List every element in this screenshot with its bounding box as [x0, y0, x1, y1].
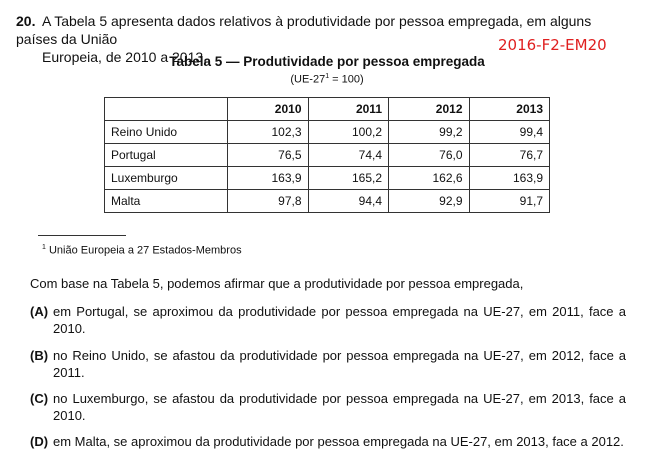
col-header: 2013 [469, 98, 550, 121]
table-header-row [105, 98, 550, 121]
table-row [105, 121, 550, 144]
value-cell: 76,7 [469, 144, 550, 167]
value-cell: 91,7 [469, 190, 550, 213]
option-letter: (C) [30, 391, 49, 406]
question-number: 20. [16, 13, 36, 29]
value-cell: 74,4 [308, 144, 389, 167]
country-cell: Portugal [105, 144, 228, 167]
col-header: 2011 [308, 98, 389, 121]
option-text: no Reino Unido, se afastou da produtividade por pessoa empregada na UE-27, em 2012, face a 2011. [53, 348, 626, 380]
option-text: no Luxemburgo, se afastou da produtividade por pessoa empregada na UE-27, em 2013, face a 2010. [53, 391, 626, 423]
option-letter: (D) [30, 434, 49, 449]
option-d[interactable] [30, 433, 626, 450]
question-text-1: A Tabela 5 apresenta dados relativos à produtividade por pessoa empregada, em alguns países da União [16, 13, 592, 47]
footnote-divider [38, 235, 126, 236]
country-cell: Malta [105, 190, 228, 213]
value-cell: 100,2 [308, 121, 389, 144]
table-row [105, 167, 550, 190]
option-b[interactable] [30, 347, 626, 381]
country-cell: Luxemburgo [105, 167, 228, 190]
col-header: 2012 [389, 98, 470, 121]
productivity-table [104, 97, 550, 213]
value-cell: 99,4 [469, 121, 550, 144]
country-cell: Reino Unido [105, 121, 228, 144]
question-text-2: Europeia, de 2010 a 2013. [42, 49, 208, 65]
table-subtitle-post: = 100) [329, 73, 364, 86]
table-row [105, 190, 550, 213]
value-cell: 165,2 [308, 167, 389, 190]
table-row [105, 144, 550, 167]
exam-code-label: 2016-F2-EM20 [498, 36, 607, 54]
value-cell: 97,8 [228, 190, 309, 213]
table-subtitle [0, 73, 654, 86]
option-letter: (B) [30, 348, 49, 363]
table-corner-cell [105, 98, 228, 121]
footnote-mark: 1 [42, 244, 46, 251]
table-subtitle-pre: (UE-27 [290, 73, 326, 86]
option-letter: (A) [30, 304, 49, 319]
value-cell: 92,9 [389, 190, 470, 213]
footnote-text: União Europeia a 27 Estados-Membros [45, 244, 242, 257]
option-c[interactable] [30, 390, 626, 424]
question-intro: Com base na Tabela 5, podemos afirmar que a produtividade por pessoa empregada, [30, 276, 524, 291]
value-cell: 163,9 [228, 167, 309, 190]
value-cell: 76,0 [389, 144, 470, 167]
table-subtitle-sup: 1 [325, 73, 330, 80]
value-cell: 162,6 [389, 167, 470, 190]
value-cell: 99,2 [389, 121, 470, 144]
footnote [42, 244, 242, 257]
value-cell: 102,3 [228, 121, 309, 144]
col-header: 2010 [228, 98, 309, 121]
value-cell: 76,5 [228, 144, 309, 167]
option-text: em Malta, se aproximou da produtividade por pessoa empregada na UE-27, em 2013, face a 2012. [53, 434, 624, 449]
option-text: em Portugal, se aproximou da produtividade por pessoa empregada na UE-27, em 2011, face a 2010. [53, 304, 626, 336]
value-cell: 94,4 [308, 190, 389, 213]
table-title: Tabela 5 — Produtividade por pessoa empregada [169, 54, 485, 69]
value-cell: 163,9 [469, 167, 550, 190]
option-a[interactable] [30, 303, 626, 337]
